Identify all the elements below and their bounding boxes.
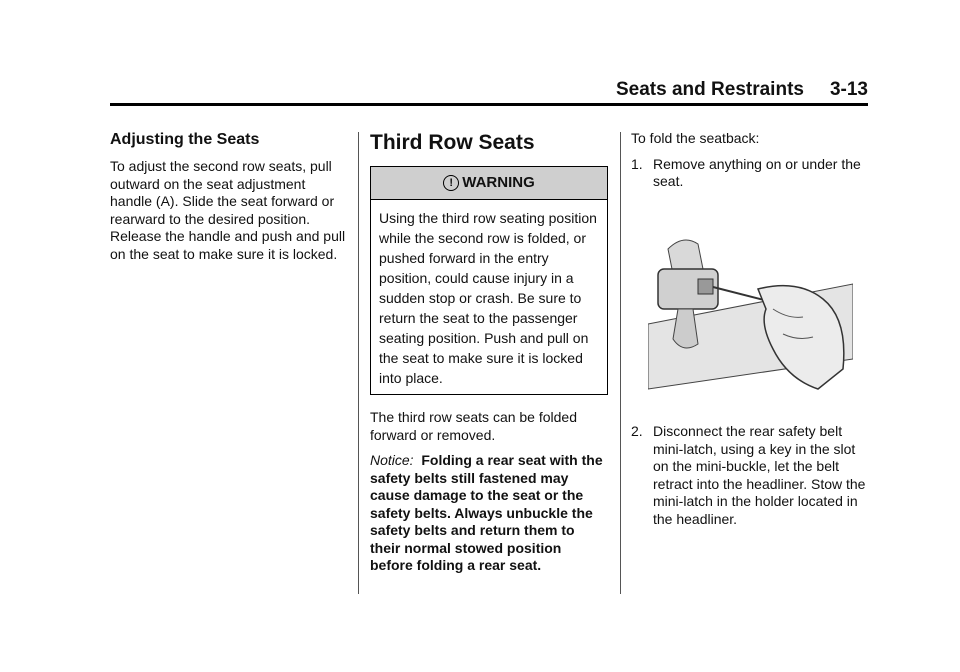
column-middle [370,130,608,583]
column-left [110,130,348,271]
page-header [110,78,868,102]
hand-key-buckle-illustration [648,229,853,409]
header-rule [110,103,868,106]
notice-text: Folding a rear seat with the safety belts still fastened may cause damage to the seat or the safety belts. Always unbuckle the safety belts and return them to their normal stowed position before folding a rear seat. [370,452,603,573]
body-paragraph: To adjust the second row seats, pull outward on the seat adjustment handle (A). Slide the seat forward or rearward to the desired position. Release the handle and push and pull on the seat to make sure it is locked. [110,158,346,262]
body-paragraph: The third row seats can be folded forward or removed. [370,409,578,443]
section-title: Seats and Restraints [616,79,804,100]
step-number: 1. [631,155,643,172]
step-text: Disconnect the rear safety belt mini-latch, using a key in the slot on the mini-buckle, let the belt retract into the headliner. Stow the mini-latch in the holder located in the headliner. [653,423,866,527]
warning-box [370,166,608,395]
warning-title-bar [371,167,607,200]
column-right [631,130,869,536]
section-heading: Adjusting the Seats [110,131,260,148]
page-number: 3-13 [829,79,868,100]
list-item [631,156,869,191]
notice-label: Notice: [370,452,414,468]
list-item [631,423,869,528]
step-text: Remove anything on or under the seat. [653,155,861,189]
column-divider [620,132,621,594]
section-heading: Third Row Seats [370,131,535,154]
exclamation-circle-icon: ! [443,175,459,191]
body-paragraph: To fold the seatback: [631,130,760,146]
warning-text: Using the third row seating position while the second row is folded, or pushed forward in the entry position, could cause injury in a sudden stop or crash. Be sure to return the seat to the passenger seating position. Push and pull on the seat to make sure it is locked into place. [379,210,597,386]
notice-paragraph [370,452,608,575]
column-divider [358,132,359,594]
step-number: 2. [631,423,643,439]
warning-title: WARNING [462,174,535,192]
